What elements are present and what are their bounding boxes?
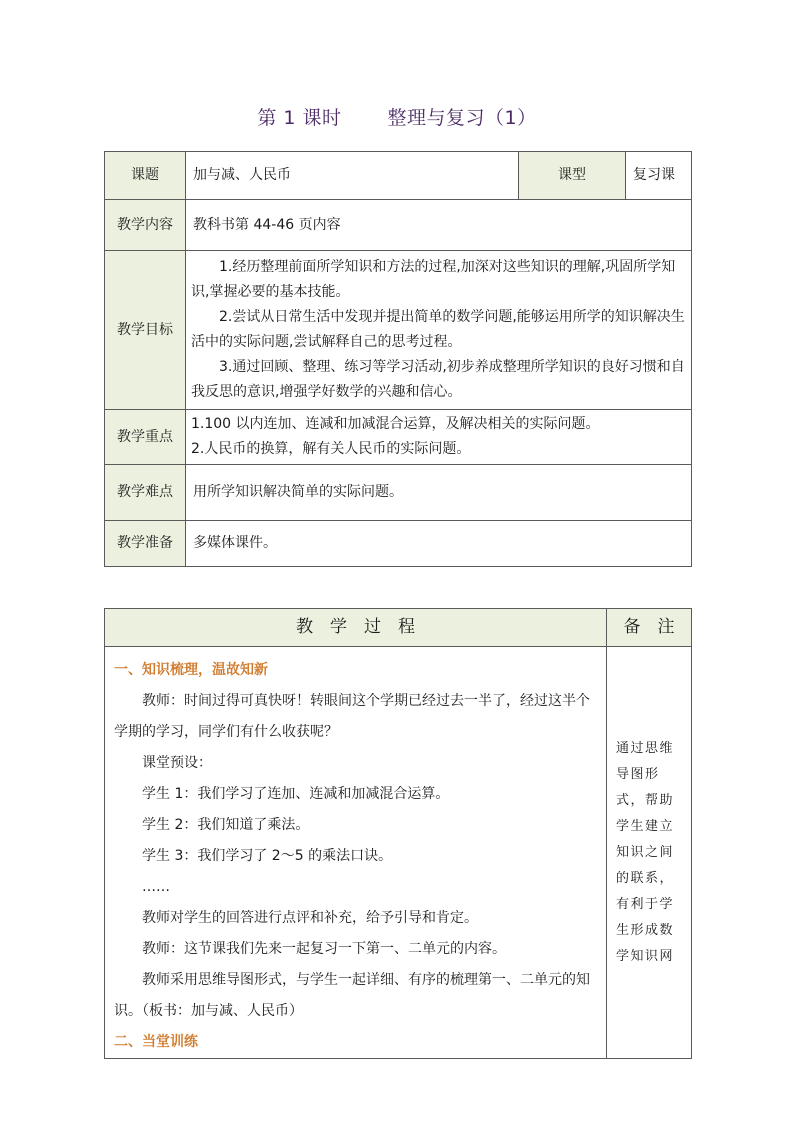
key-points-cell: [186, 410, 692, 465]
key-point: 1.100 以内连加、连减和加减混合运算，及解决相关的实际问题。: [191, 416, 600, 432]
topic-value: 加与减、人民币: [186, 152, 519, 200]
process-note: 通过思维导图形式，帮助学生建立知识之间的联系，有利于学生形成数学知识网: [607, 647, 692, 1059]
key-label: 教学重点: [105, 410, 186, 465]
process-table: [104, 608, 692, 1059]
section-heading: 二、当堂训练: [114, 1034, 198, 1050]
type-label: 课型: [519, 152, 626, 200]
lesson-number: 第 1 课时: [257, 107, 342, 129]
goals-label: 教学目标: [105, 251, 186, 410]
content-label: 教学内容: [105, 200, 186, 251]
type-value: 复习课: [626, 152, 692, 200]
process-line: 学生 2：我们知道了乘法。: [142, 817, 310, 833]
content-value: 教科书第 44-46 页内容: [186, 200, 692, 251]
prep-label: 教学准备: [105, 521, 186, 567]
process-line: 教师对学生的回答进行点评和补充，给予引导和肯定。: [142, 910, 478, 926]
key-point: 2.人民币的换算，解有关人民币的实际问题。: [191, 441, 471, 457]
process-line: 教师：这节课我们先来一起复习一下第一、二单元的内容。: [142, 941, 506, 957]
difficulty-value: 用所学知识解决简单的实际问题。: [186, 465, 692, 521]
goal-item: 2.尝试从日常生活中发现并提出简单的数学问题,能够运用所学的知识解决生活中的实际问题,尝试解释自己的思考过程。: [191, 309, 685, 350]
process-line: 教师采用思维导图形式，与学生一起详细、有序的梳理第一、二单元的知识。（板书：加与减、人民币）: [114, 972, 590, 1019]
difficulty-label: 教学难点: [105, 465, 186, 521]
goals-cell: [186, 251, 692, 410]
goal-item: 1.经历整理前面所学知识和方法的过程,加深对这些知识的理解,巩固所学知识,掌握必要的基本技能。: [191, 259, 676, 300]
process-line: ……: [142, 879, 170, 895]
process-line: 课堂预设：: [142, 755, 212, 771]
notes-header: 备 注: [607, 609, 692, 647]
process-body: [105, 647, 607, 1059]
lesson-info-table: [104, 151, 692, 567]
lesson-topic: 整理与复习（1）: [387, 107, 537, 129]
page-title: [0, 103, 794, 130]
process-header: 教 学 过 程: [105, 609, 607, 647]
prep-value: 多媒体课件。: [186, 521, 692, 567]
process-line: 教师：时间过得可真快呀！转眼间这个学期已经过去一半了，经过这半个学期的学习，同学们有什么收获呢？: [114, 693, 590, 740]
section-heading: 一、知识梳理，温故知新: [114, 662, 268, 678]
process-line: 学生 1：我们学习了连加、连减和加减混合运算。: [142, 786, 450, 802]
process-line: 学生 3：我们学习了 2～5 的乘法口诀。: [142, 848, 393, 864]
goal-item: 3.通过回顾、整理、练习等学习活动,初步养成整理所学知识的良好习惯和自我反思的意识,增强学好数学的兴趣和信心。: [191, 359, 685, 400]
topic-label: 课题: [105, 152, 186, 200]
